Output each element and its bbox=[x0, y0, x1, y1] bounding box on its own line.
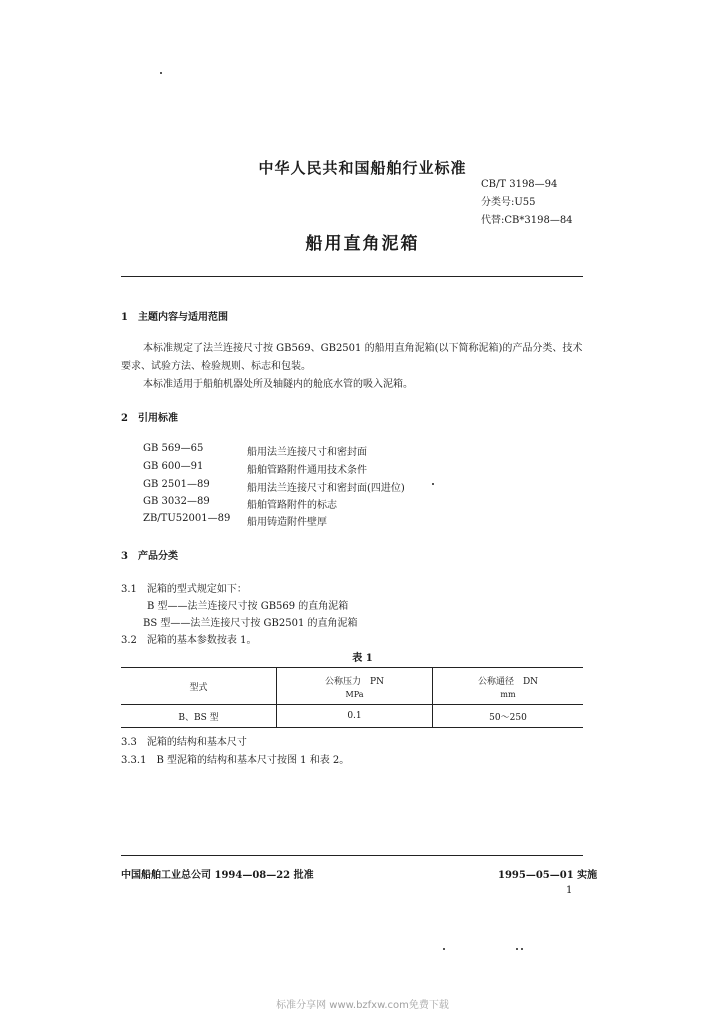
section-3-2: 3.2 泥箱的基本参数按表 1。 bbox=[121, 635, 257, 646]
footer-rule bbox=[121, 855, 583, 856]
scan-speck bbox=[160, 72, 162, 74]
document-title: 船用直角泥箱 bbox=[305, 234, 420, 254]
page-number: 1 bbox=[566, 885, 573, 896]
ref-code: GB 600—91 bbox=[143, 461, 204, 472]
cell-type: B、BS 型 bbox=[121, 705, 277, 728]
scan-speck bbox=[432, 483, 434, 485]
scan-speck bbox=[443, 948, 445, 950]
table-caption: 表 1 bbox=[352, 653, 373, 664]
cell-pressure: 0.1 bbox=[277, 705, 433, 728]
table-row bbox=[121, 705, 583, 728]
title-rule bbox=[121, 276, 583, 277]
type-bs-definition: BS 型——法兰连接尺寸按 GB2501 的直角泥箱 bbox=[143, 618, 358, 629]
section-3-3: 3.3 泥箱的结构和基本尺寸 bbox=[121, 737, 247, 748]
cell-diameter: 50～250 bbox=[433, 705, 584, 728]
approval-note: 中国船舶工业总公司 1994—08—22 批准 bbox=[121, 870, 314, 881]
standard-org-title: 中华人民共和国船舶行业标准 bbox=[258, 159, 467, 177]
section-2-heading: 2 引用标准 bbox=[121, 413, 178, 424]
ref-code: ZB/TU52001—89 bbox=[143, 513, 231, 524]
section-1-para-2: 本标准适用于船舶机器处所及轴隧内的舱底水管的吸入泥箱。 bbox=[143, 379, 413, 390]
watermark: 标准分享网 www.bzfxw.com免费下载 bbox=[276, 1000, 449, 1011]
section-1-para-1-line-2: 要求、试验方法、检验规则、标志和包装。 bbox=[121, 361, 311, 372]
ref-name: 船舶管路附件通用技术条件 bbox=[247, 465, 367, 476]
section-3-1: 3.1 泥箱的型式规定如下： bbox=[121, 584, 247, 595]
scan-speck bbox=[516, 948, 518, 950]
ref-code: GB 569—65 bbox=[143, 443, 204, 454]
header-pressure: 公称压力 PN MPa bbox=[277, 668, 433, 705]
header-type: 型式 bbox=[121, 668, 277, 705]
replaces-standard: 代替:CB*3198—84 bbox=[481, 215, 573, 226]
ref-name: 船舶管路附件的标志 bbox=[247, 500, 337, 511]
standard-number: CB/T 3198—94 bbox=[481, 179, 558, 190]
ref-code: GB 2501—89 bbox=[143, 479, 210, 490]
scan-speck bbox=[521, 948, 523, 950]
section-3-heading: 3 产品分类 bbox=[121, 551, 178, 562]
ref-name: 船用法兰连接尺寸和密封面(四进位) bbox=[247, 483, 405, 494]
section-3-3-1: 3.3.1 B 型泥箱的结构和基本尺寸按图 1 和表 2。 bbox=[121, 755, 350, 766]
section-1-para-1-line-1: 本标准规定了法兰连接尺寸按 GB569、GB2501 的船用直角泥箱(以下简称泥箱)的产品分类、技术 bbox=[143, 343, 583, 354]
ref-name: 船用铸造附件壁厚 bbox=[247, 517, 327, 528]
section-1-heading: 1 主题内容与适用范围 bbox=[121, 312, 228, 323]
ref-name: 船用法兰连接尺寸和密封面 bbox=[247, 447, 367, 458]
table-header-row bbox=[121, 668, 583, 705]
ref-code: GB 3032—89 bbox=[143, 496, 210, 507]
implementation-date: 1995—05—01 实施 bbox=[498, 870, 598, 881]
class-number: 分类号:U55 bbox=[481, 197, 536, 208]
header-diameter: 公称通径 DN mm bbox=[433, 668, 584, 705]
parameters-table bbox=[121, 667, 583, 728]
type-b-definition: B 型——法兰连接尺寸按 GB569 的直角泥箱 bbox=[147, 601, 349, 612]
